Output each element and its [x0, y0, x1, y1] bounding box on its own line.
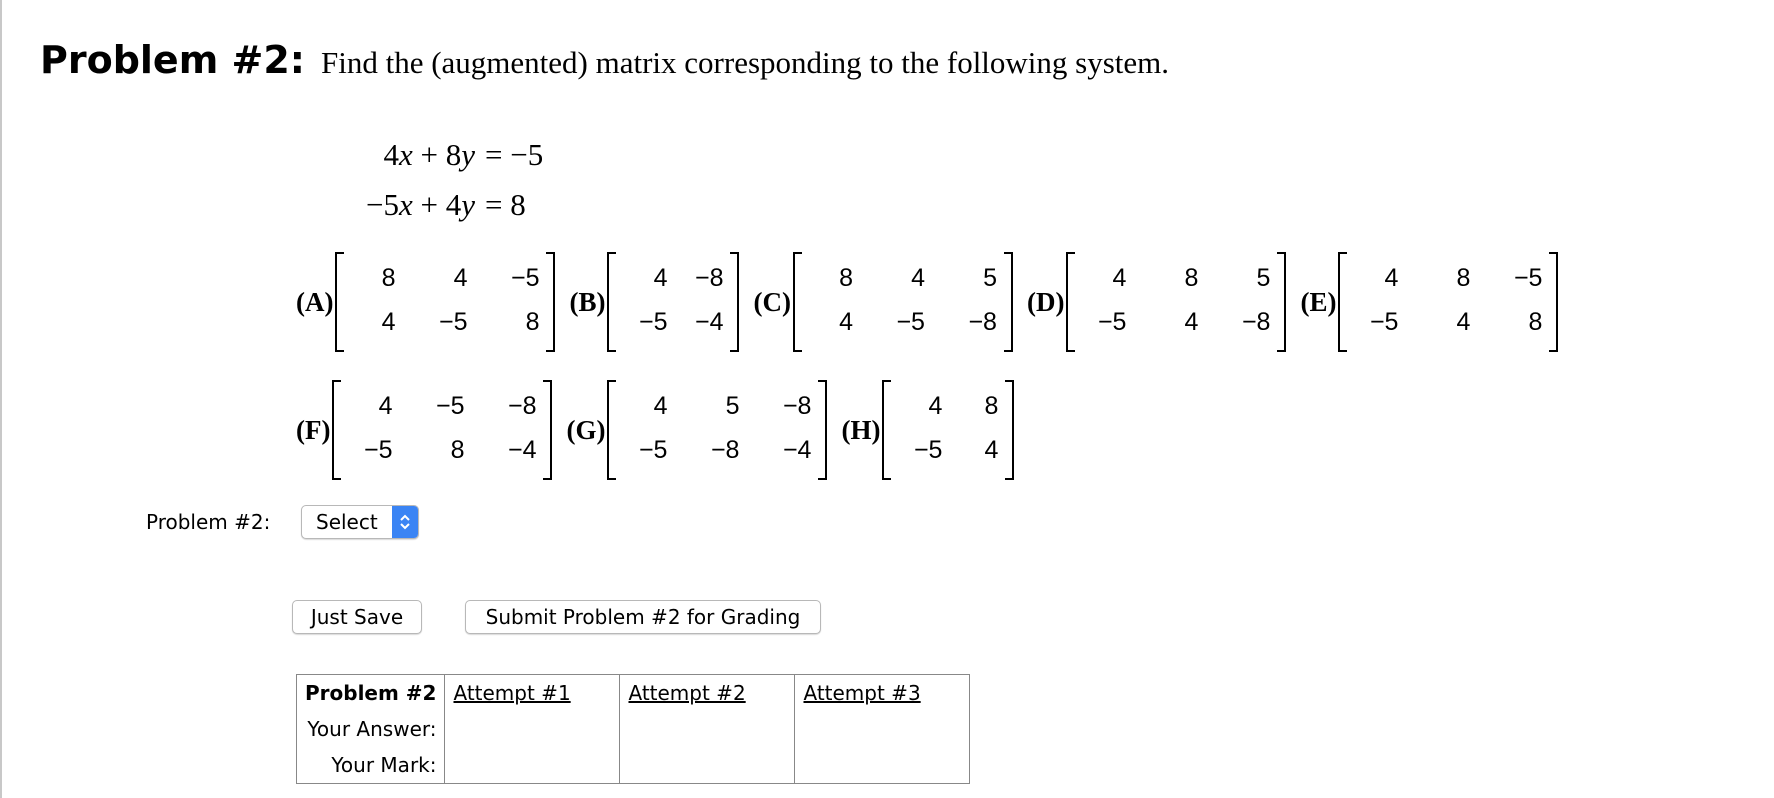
option-h: (H) 4 8 −5 4	[841, 380, 1014, 480]
problem-header	[40, 38, 1169, 82]
option-f: (F) 4 −5 −8 −5 8 −4	[296, 380, 552, 480]
matrix-g: 4 5 −8 −5 −8 −4	[607, 380, 827, 480]
answer-select[interactable]	[301, 505, 419, 539]
table-row	[297, 711, 970, 747]
your-answer-label: Your Answer:	[297, 711, 445, 747]
options-row-2	[296, 380, 1028, 480]
matrix-a: 8 4 −5 4 −5 8	[335, 252, 555, 352]
attempts-table	[296, 674, 970, 784]
problem-label: Problem #2:	[40, 38, 305, 82]
matrix-b: 4 −8 −5 −4	[607, 252, 739, 352]
attempt-3-link[interactable]: Attempt #3	[795, 675, 970, 712]
up-down-chevron-icon	[392, 506, 418, 538]
option-e: (E) 4 8 −5 −5 4 8	[1300, 252, 1558, 352]
matrix-f: 4 −5 −8 −5 8 −4	[332, 380, 552, 480]
option-c: (C) 8 4 5 4 −5 −8	[753, 252, 1012, 352]
equation-system	[350, 130, 543, 230]
problem-prompt: Find the (augmented) matrix corresponding to the following system.	[321, 45, 1170, 80]
options-row-1	[296, 252, 1572, 352]
table-row	[297, 675, 970, 712]
just-save-button[interactable]: Just Save	[292, 600, 422, 634]
equation-1: 4x + 8y = −5	[383, 137, 544, 172]
table-row	[297, 747, 970, 784]
attempt-1-link[interactable]: Attempt #1	[445, 675, 620, 712]
attempts-table-header: Problem #2	[297, 675, 445, 712]
matrix-d: 4 8 5 −5 4 −8	[1066, 252, 1286, 352]
option-a: (A) 8 4 −5 4 −5 8	[296, 252, 555, 352]
answer-row	[146, 505, 419, 539]
answer-label: Problem #2:	[146, 510, 271, 534]
equation-2: −5x + 4y = 8	[366, 187, 526, 222]
your-mark-label: Your Mark:	[297, 747, 445, 784]
option-d: (D) 4 8 5 −5 4 −8	[1027, 252, 1286, 352]
page-left-border	[0, 0, 2, 798]
matrix-e: 4 8 −5 −5 4 8	[1338, 252, 1558, 352]
answer-select-value: Select	[316, 510, 378, 534]
matrix-c: 8 4 5 4 −5 −8	[793, 252, 1013, 352]
submit-for-grading-button[interactable]: Submit Problem #2 for Grading	[465, 600, 821, 634]
option-g: (G) 4 5 −8 −5 −8 −4	[566, 380, 827, 480]
matrix-h: 4 8 −5 4	[882, 380, 1014, 480]
option-b: (B) 4 −8 −5 −4	[569, 252, 739, 352]
attempt-2-link[interactable]: Attempt #2	[620, 675, 795, 712]
